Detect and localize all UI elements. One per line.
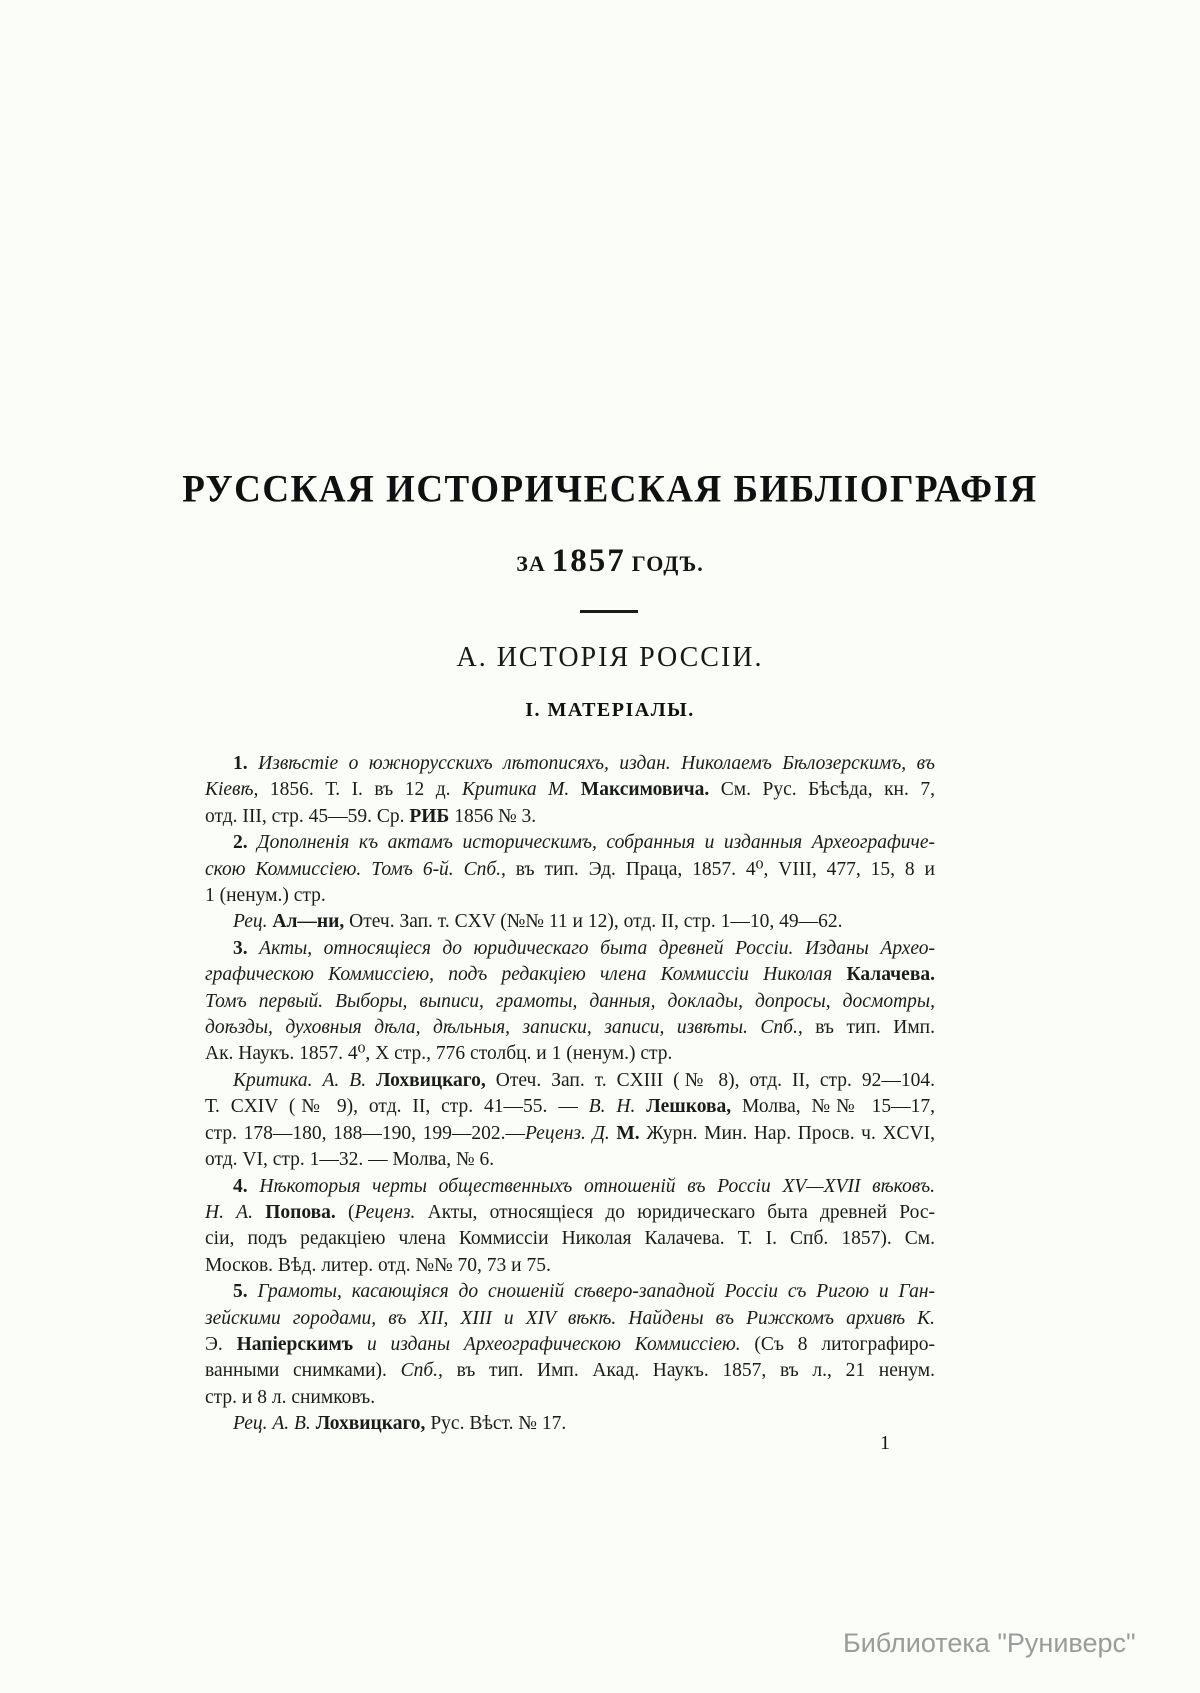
text-segment: Томъ первый. Выборы, выписи, грамоты, данныя, доклады, допросы, досмотры,	[205, 990, 935, 1012]
entry-line	[205, 989, 935, 1015]
text-segment: Лохвицкаго,	[310, 1413, 426, 1435]
text-segment: (Съ 8 литографиро-	[740, 1333, 936, 1355]
entry-line	[205, 857, 935, 883]
text-segment: Отеч. Зап. т. CXV (№№ 11 и 12), отд. II, стр. 1—10, 49—62.	[344, 911, 843, 933]
text-segment: (	[335, 1201, 355, 1223]
text-segment: Москов. Вѣд. литер. отд. №№ 70, 73 и 75.	[205, 1254, 551, 1276]
entry-line	[205, 1174, 935, 1200]
entry-line	[205, 751, 935, 777]
entry-line	[205, 1121, 935, 1147]
entry-line	[205, 1332, 935, 1358]
text-segment: Т. CXIV (№ 9), отд. II, стр. 41—55. —	[205, 1096, 589, 1118]
text-segment: 1.	[233, 753, 248, 774]
text-segment: Лохвицкаго,	[366, 1069, 486, 1091]
text-segment: Напіерскимъ	[236, 1333, 354, 1355]
text-segment: отд. III, стр. 45—59. Ср.	[205, 805, 410, 827]
text-segment: 5.	[233, 1281, 248, 1303]
subtitle-year: 1857	[551, 543, 626, 579]
entry-line	[205, 883, 935, 909]
entry-line	[205, 1306, 935, 1332]
text-segment: 1856 № 3.	[449, 805, 537, 827]
text-segment: Молва, №№ 15—17,	[731, 1096, 935, 1118]
text-segment: Рец.	[233, 911, 268, 933]
text-segment: въ тип. Имп.	[802, 1017, 935, 1039]
subsection-heading: I. МАТЕРІАЛЫ.	[525, 699, 695, 721]
text-segment: зейскими городами, въ XII, XIII и XIV вѣкѣ. Найдены въ Рижскомъ архивѣ К.	[205, 1307, 935, 1329]
text-segment: Критика М.	[462, 779, 570, 801]
text-segment: Ал—ни,	[267, 911, 345, 933]
text-segment: Отеч. Зап. т. CXIII (№ 8), отд. II, стр. 92—104.	[485, 1069, 936, 1091]
text-segment: Акты, относящіеся до юридическаго быта древней Россіи. Изданы Архео-	[247, 937, 935, 959]
subtitle	[20, 543, 1200, 580]
text-segment: Нѣкоторыя черты общественныхъ отношеній въ Россіи XV—XVII вѣковъ.	[247, 1175, 935, 1197]
text-segment: Ак. Наукъ. 1857. 4⁰, X стр., 776 столбц. и 1 (ненум.) стр.	[205, 1043, 673, 1065]
text-segment: ванными снимками).	[205, 1360, 401, 1382]
subtitle-prefix: ЗА	[516, 551, 546, 576]
text-segment: Калачева.	[846, 964, 935, 986]
library-watermark: Библиотека "Руниверс"	[843, 1628, 1136, 1658]
text-segment: В. Н.	[588, 1096, 636, 1118]
entry-line	[205, 830, 935, 856]
text-segment: Лешкова,	[635, 1096, 732, 1118]
text-segment: скою Коммиссіею. Томъ 6-й. Спб.,	[205, 858, 506, 880]
entry-line	[205, 1279, 935, 1305]
text-segment: 2.	[233, 832, 248, 854]
entry-line	[205, 1147, 935, 1173]
entry-line	[205, 1226, 935, 1252]
text-segment: доѣзды, духовныя дѣла, дѣльныя, записки, записи, извѣты. Спб.,	[205, 1017, 803, 1039]
text-segment: 4.	[233, 1175, 248, 1197]
entry-line	[205, 1385, 935, 1411]
text-segment: См. Рус. Бѣсѣда, кн. 7,	[709, 779, 935, 801]
text-segment: въ тип. Имп. Акад. Наукъ. 1857, въ л., 21 ненум.	[442, 1360, 936, 1382]
text-segment: РИБ	[409, 805, 450, 827]
text-segment: 1856. Т. I. въ 12 д.	[258, 779, 463, 801]
text-segment: Спб.,	[400, 1360, 443, 1382]
text-segment: Акты, относящіеся до юридическаго быта древней Рос-	[415, 1201, 935, 1223]
entry-line	[205, 936, 935, 962]
text-segment: Н. А.	[205, 1201, 253, 1223]
text-segment: Дополненія къ актамъ историческимъ, собранныя и изданныя Археографиче-	[247, 832, 935, 854]
entry-line	[205, 1068, 935, 1094]
section-divider	[580, 610, 638, 613]
text-segment: сіи, подъ редакціею члена Коммиссіи Николая Калачева. Т. I. Спб. 1857). См.	[205, 1228, 935, 1250]
text-segment: Грамоты, касающіяся до сношеній сѣверо-западной Россіи съ Ригою и Ган-	[247, 1281, 935, 1303]
text-segment: 1 (ненум.) стр.	[205, 885, 326, 907]
entry-line	[205, 962, 935, 988]
entry-line	[205, 1041, 935, 1067]
text-segment: Рус. Вѣст. № 17.	[425, 1413, 567, 1435]
text-segment: М.	[609, 1122, 640, 1144]
entry-line	[205, 1200, 935, 1226]
entry-line	[205, 1253, 935, 1279]
section-heading: А. ИСТОРІЯ РОССІИ.	[456, 642, 764, 673]
text-segment: Рец. А. В.	[233, 1413, 311, 1435]
entry-line	[205, 909, 935, 935]
text-segment: въ тип. Эд. Праца, 1857. 4⁰, VIII, 477, 15, 8 и	[505, 858, 935, 880]
entry-line	[205, 1411, 935, 1437]
subtitle-suffix: ГОДЪ.	[631, 551, 704, 576]
text-segment: Реценз.	[354, 1201, 416, 1223]
entry-line	[205, 777, 935, 803]
page-number: 1	[880, 1432, 890, 1454]
entry-line	[205, 1358, 935, 1384]
text-segment: Критика. А. В.	[233, 1069, 367, 1091]
text-segment: стр. и 8 л. снимковъ.	[205, 1386, 376, 1408]
text-segment: 3.	[233, 937, 248, 959]
text-segment: Извѣстіе о южнорусскихъ лѣтописяхъ, издан. Николаемъ Бѣлозерскимъ, въ	[247, 753, 935, 774]
text-segment: Попова.	[252, 1201, 336, 1223]
text-segment: Максимовича.	[569, 779, 710, 801]
bibliography-entries	[205, 751, 935, 1438]
entry-line	[205, 804, 935, 830]
text-segment: стр. 178—180, 188—190, 199—202.—	[205, 1122, 525, 1144]
text-segment: графическою Коммиссіею, подъ редакціею члена Коммиссіи Николая	[205, 964, 847, 986]
text-segment: Реценз. Д.	[524, 1122, 610, 1144]
text-segment: и изданы Археографическою Коммиссіею.	[353, 1333, 741, 1355]
text-segment: отд. VI, стр. 1—32. — Молва, № 6.	[205, 1149, 495, 1171]
text-segment: Э.	[205, 1333, 237, 1355]
entry-line	[205, 1094, 935, 1120]
page-title: РУССКАЯ ИСТОРИЧЕСКАЯ БИБЛІОГРАФІЯ	[182, 467, 1038, 512]
text-segment: Кіевѣ,	[205, 779, 259, 801]
entry-line	[205, 1015, 935, 1041]
text-segment: Журн. Мин. Нар. Просв. ч. XCVI,	[639, 1122, 935, 1144]
